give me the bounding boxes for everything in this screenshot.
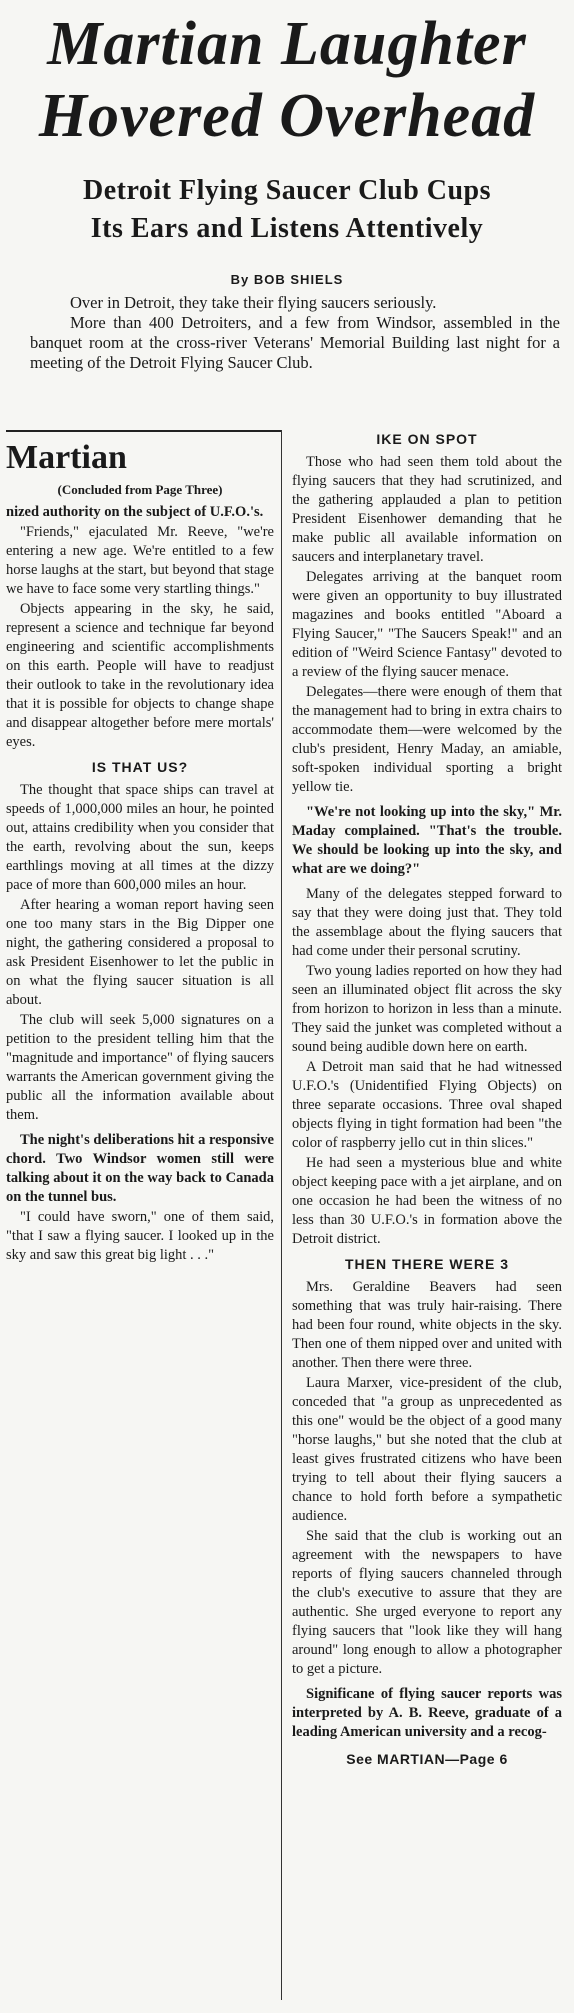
paragraph: Those who had seen them told about the flying saucers that they had scrutinized, and the gathering applauded a plan to petition President Eisenhower demanding that he make public all available information on saucers and interplanetary travel. xyxy=(292,454,562,565)
paragraph: Delegates arriving at the banquet room were given an opportunity to buy illustrated magazines and books entitled "Aboard a Flying Saucer," "The Saucers Speak!" and an edition of "Weird Science Fantasy" devoted to a review of the flying saucer menace. xyxy=(292,569,562,680)
paragraph: Delegates—there were enough of them that the management had to bring in extra chairs to accommodate them—were welcomed by the club's president, Henry Maday, an amiable, soft-spoken individual sporting a bright yellow tie. xyxy=(292,684,562,795)
column-divider xyxy=(281,430,282,2000)
headline-line-2: Hovered Overhead xyxy=(38,82,536,150)
paragraph: Two young ladies reported on how they had seen an illuminated object flit across the sky from horizon to horizon in less than a minute. They said the junket was completed without a sound being audible down here on earth. xyxy=(292,963,562,1055)
continued-paragraph: nized authority on the subject of U.F.O.'s. xyxy=(6,504,264,520)
paragraph: Objects appearing in the sky, he said, represent a science and technique far beyond engineering and scientific accomplishments on this earth. People will have to readjust their outlook to take in the revolutionary idea that it is possible for objects to change shape and disappear altogether before mere mortals' eyes. xyxy=(6,601,274,750)
paragraph: The club will seek 5,000 signatures on a petition to the president telling him that the "magnitude and importance" of flying saucers warrants the American government giving the public all the information available about them. xyxy=(6,1012,274,1123)
subhead-is-that-us: IS THAT US? xyxy=(91,759,189,775)
paragraph: Laura Marxer, vice-president of the club, conceded that "a group as unprecedented as this one" would be the object of a good many "horse laughs," but she noted that the club at least gives frustrated citizens who have been trying to tell about their flying saucers a chance to hold forth before a sympathetic audience. xyxy=(292,1375,562,1524)
jump-title: Martian xyxy=(6,439,127,476)
subhead-then-there-were-3: THEN THERE WERE 3 xyxy=(344,1256,509,1272)
jump-note: (Concluded from Page Three) xyxy=(57,482,223,497)
paragraph: Many of the delegates stepped forward to say that they were doing just that. They told the assemblage about the flying saucers that had come under their personal scrutiny. xyxy=(292,886,562,959)
bold-quote: "We're not looking up into the sky," Mr. Maday complained. "That's the trouble. We should be looking up into the sky, and what are we doing?" xyxy=(292,804,562,877)
deck-line-1: Detroit Flying Saucer Club Cups xyxy=(82,175,492,206)
paragraph: A Detroit man said that he had witnessed U.F.O.'s (Unidentified Flying Objects) on three separate occasions. Three oval shaped objects flying in tight formation had been "the color of raspberry jello cut in thin slices." xyxy=(292,1059,562,1151)
subhead-ike-on-spot: IKE ON SPOT xyxy=(376,431,478,447)
lead-paragraph: Over in Detroit, they take their flying saucers seriously. xyxy=(70,293,437,312)
byline: By BOB SHIELS xyxy=(230,272,344,287)
paragraph: "I could have sworn," one of them said, "that I saw a flying saucer. I looked up in the sky and saw this great big light . . ." xyxy=(6,1209,274,1263)
lead-paragraphs xyxy=(30,293,560,373)
paragraph: "Friends," ejaculated Mr. Reeve, "we're entering a new age. We're entitled to a few horse laughs at the start, but beyond that stage we have to face some very startling things." xyxy=(6,524,274,597)
right-column xyxy=(292,430,562,1769)
paragraph: The thought that space ships can travel at speeds of 1,000,000 miles an hour, he pointed out, attains credibility when you consider that the earth, revolving about the sun, keeps earthlings moving at all times at the dizzy pace of more than 600,000 miles an hour. xyxy=(6,782,274,893)
bold-paragraph: Significane of flying saucer reports was interpreted by A. B. Reeve, graduate of a leading American university and a recog- xyxy=(292,1686,562,1740)
paragraph: She said that the club is working out an agreement with the newspapers to have reports of flying saucers channeled through the club's executive to assure that they are authentic. She urged everyone to report any flying saucers that "look like they will hang around" long enough to allow a photographer to get a picture. xyxy=(292,1528,562,1677)
headline xyxy=(0,8,574,152)
paragraph: After hearing a woman report having seen one too many stars in the Big Dipper one night, the gathering considered a proposal to ask President Eisenhower to let the public in on what the flying saucer situation is all about. xyxy=(6,897,274,1008)
lead-paragraph: More than 400 Detroiters, and a few from Windsor, assembled in the banquet room at the cross-river Veterans' Memorial Building last night for a meeting of the Detroit Flying Saucer Club. xyxy=(30,313,560,372)
headline-line-1: Martian Laughter xyxy=(47,10,527,78)
paragraph: He had seen a mysterious blue and white object keeping pace with a jet airplane, and on one occasion he had been the witness of no less than 30 U.F.O.'s in formation above the Detroit district. xyxy=(292,1155,562,1247)
jump-reference: See MARTIAN—Page 6 xyxy=(346,1751,508,1767)
deck xyxy=(0,172,574,248)
bold-paragraph: The night's deliberations hit a responsive chord. Two Windsor women still were talking about it on the way back to Canada on the tunnel bus. xyxy=(6,1132,274,1205)
left-column xyxy=(6,430,274,1266)
deck-line-2: Its Ears and Listens Attentively xyxy=(90,213,484,244)
paragraph: Mrs. Geraldine Beavers had seen something that was truly hair-raising. There had been four round, white objects in the sky. Then one of them nipped over and united with another. Then there were three. xyxy=(292,1279,562,1371)
